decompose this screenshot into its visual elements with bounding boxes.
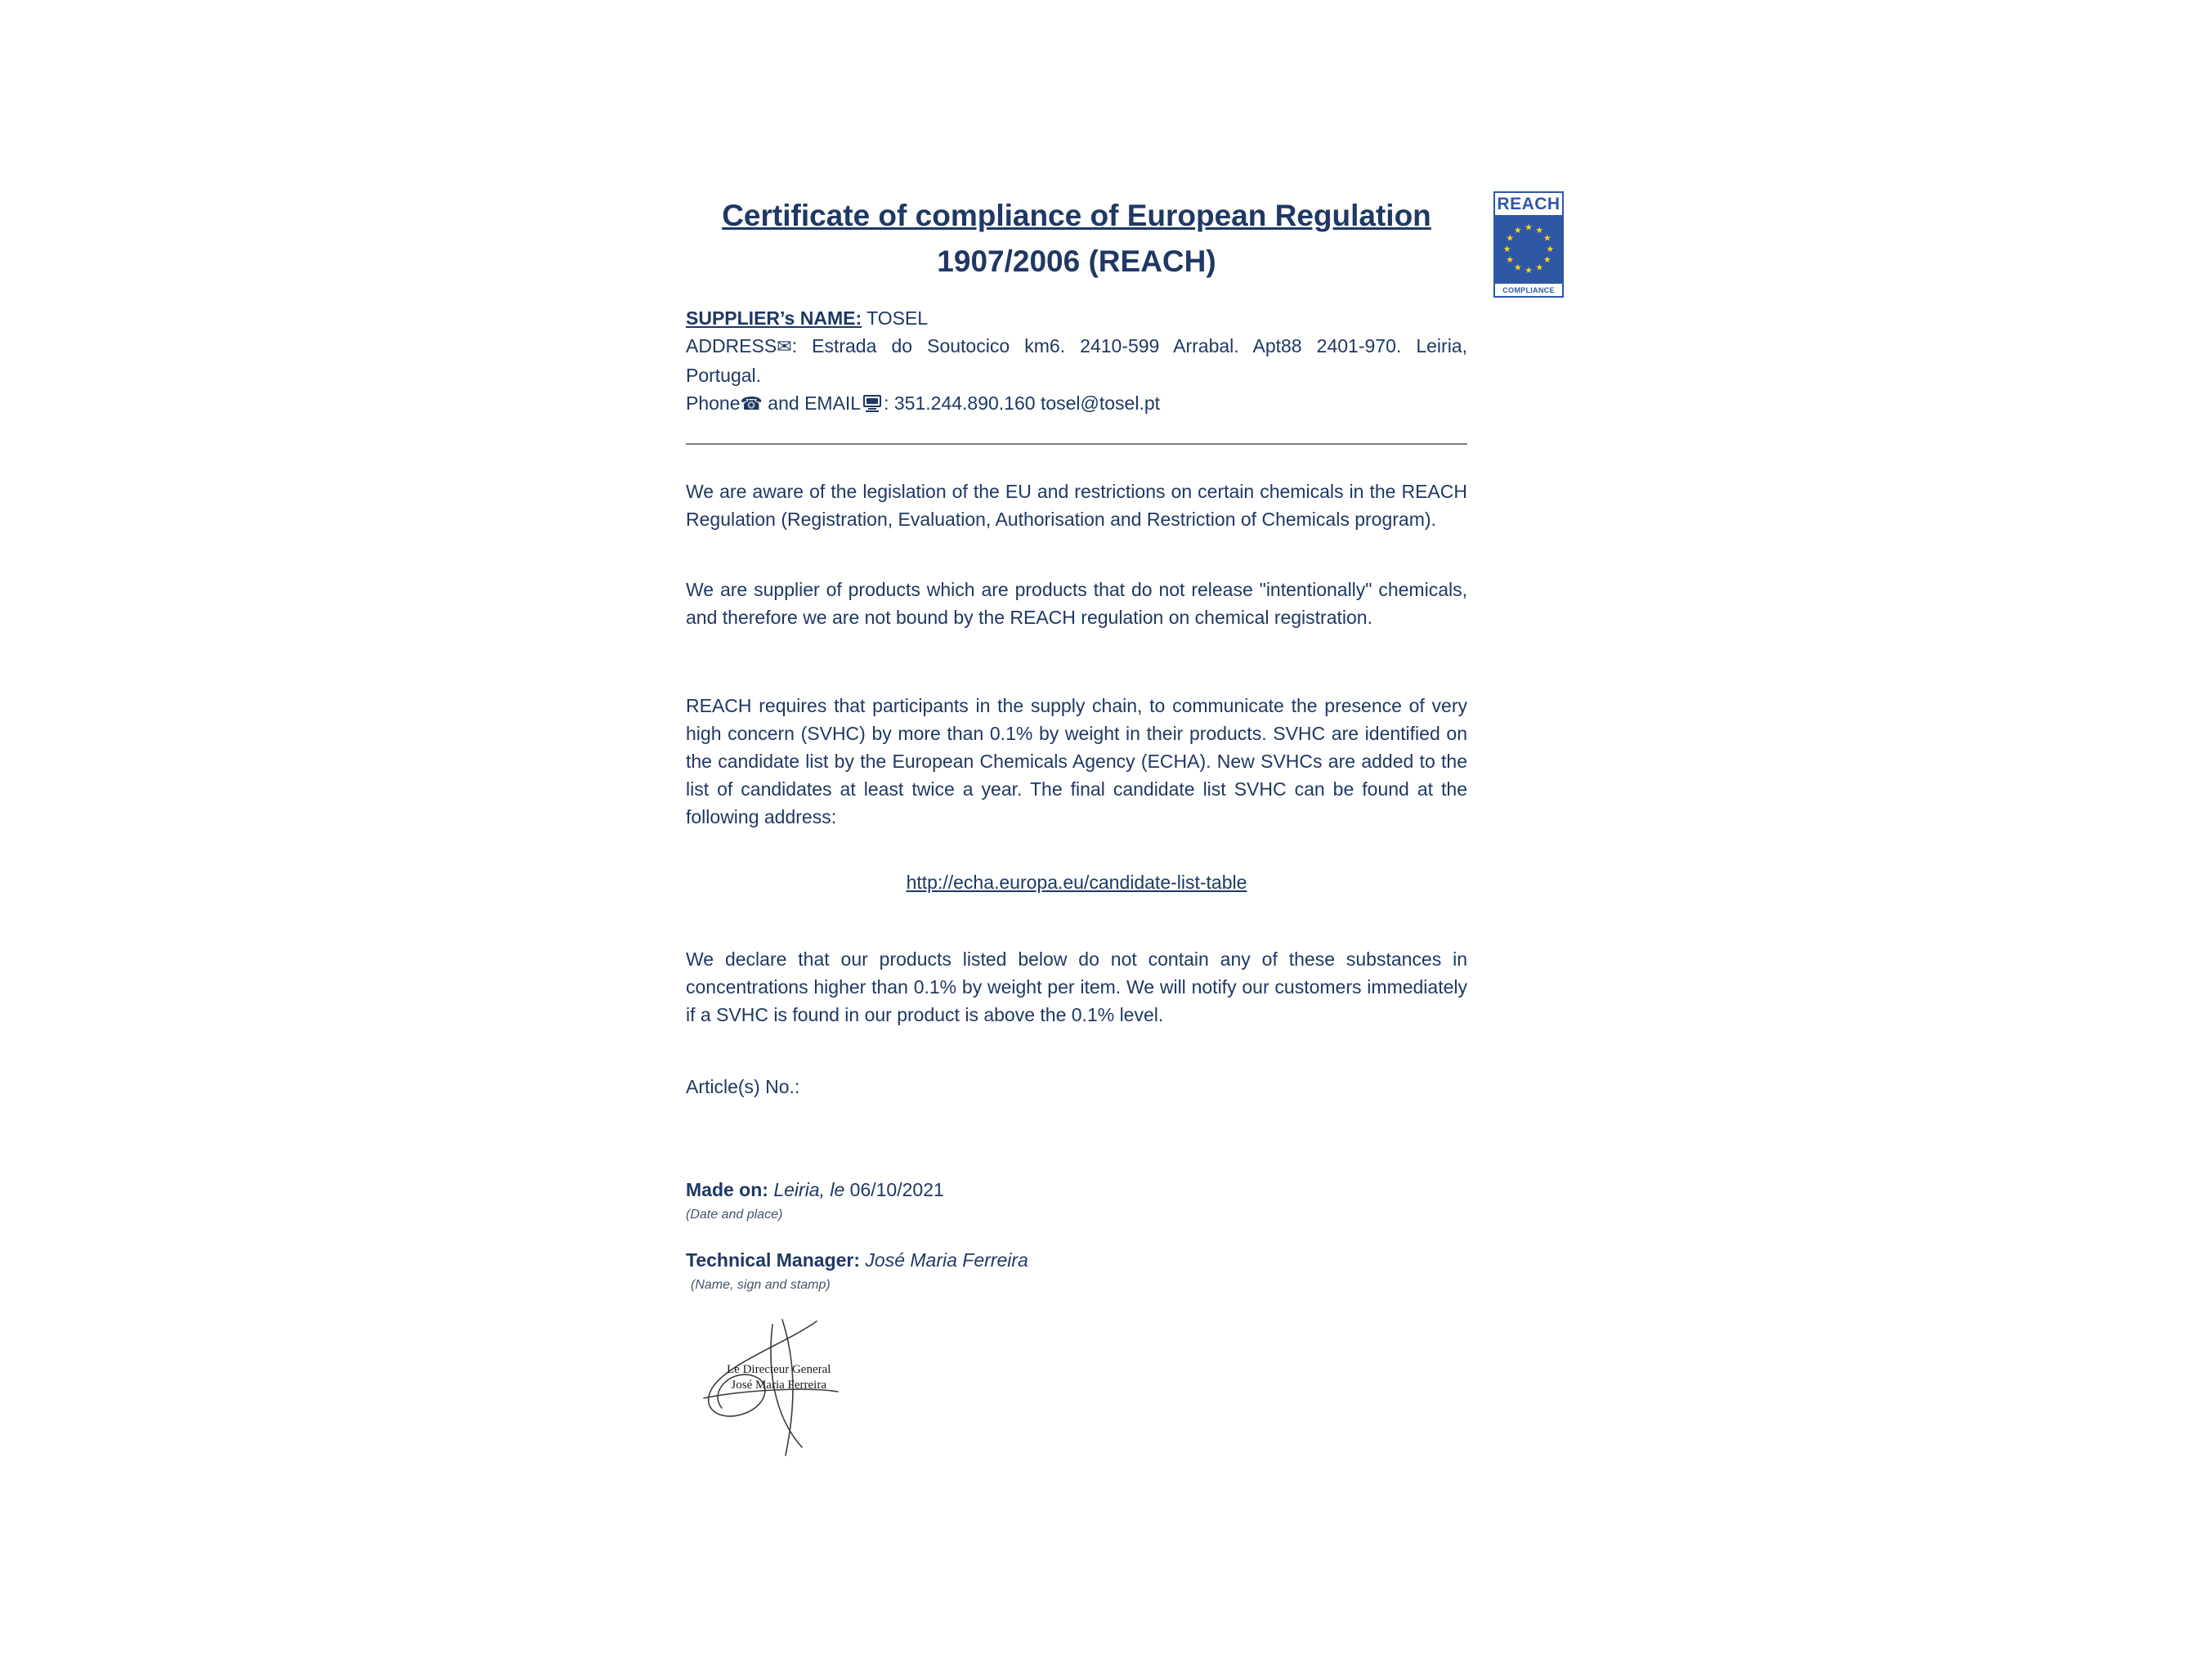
title-line-2: 1907/2006 (REACH) — [937, 244, 1216, 278]
made-on-place: Leiria, le — [768, 1179, 850, 1200]
svg-text:★: ★ — [1525, 222, 1533, 233]
svg-text:★: ★ — [1502, 243, 1511, 254]
made-on-label: Made on: — [686, 1179, 768, 1200]
title-line-1: Certificate of compliance of European Regulation — [722, 199, 1431, 232]
svg-text:★: ★ — [1543, 232, 1552, 244]
articles-number-label: Article(s) No.: — [686, 1076, 800, 1097]
address-value-2: Portugal. — [686, 365, 762, 386]
svg-text:★: ★ — [1506, 232, 1514, 244]
document-body — [686, 193, 1467, 1459]
reach-compliance-logo — [1493, 191, 1564, 298]
signature-area — [694, 1316, 915, 1459]
paragraph-declaration: We declare that our products listed below do not contain any of these substances in concentrations higher than 0.1% by weight per item. We will notify our customers immediately if a SVHC is found in our product is above the 0.1% level. — [686, 948, 1467, 1025]
document-title — [686, 193, 1467, 285]
date-place-note: (Date and place) — [686, 1208, 783, 1222]
paragraph-awareness: We are aware of the legislation of the EU and restrictions on certain chemicals in the REACH Regulation (Registration, Evaluation, Authorisation and Restriction of Chemicals program). — [686, 481, 1467, 530]
address-label: ADDRESS — [686, 335, 777, 356]
svg-text:★: ★ — [1514, 262, 1522, 273]
made-on-date: 06/10/2021 — [849, 1179, 944, 1200]
technical-manager-line — [686, 1246, 1467, 1274]
supplier-name-label: SUPPLIER’s NAME: — [686, 307, 862, 329]
technical-manager-name: José Maria Ferreira — [860, 1249, 1028, 1271]
svg-text:★: ★ — [1543, 254, 1552, 266]
svg-text:★: ★ — [1514, 225, 1522, 236]
paragraph-svhc-requirements: REACH requires that participants in the supply chain, to communicate the presence of very high concern (SVHC) by more than 0.1% by weight in their products. SVHC are identified on the candidate list by the European Chemicals Agency (ECHA). New SVHCs are added to the list of candidates at least twice a year. The final candidate list SVHC can be found at the following address: — [686, 695, 1467, 827]
signature-line-2: José Maria Ferreira — [731, 1379, 827, 1392]
made-on-line — [686, 1176, 1467, 1204]
reach-logo-compliance-label: COMPLIANCE — [1495, 282, 1562, 296]
contact-value: : 351.244.890.160 tosel@tosel.pt — [884, 392, 1161, 414]
paragraph-supplier-statement: We are supplier of products which are products that do not release "intentionally" chemicals, and therefore we are not bound by the REACH regulation on chemical registration. — [686, 579, 1467, 628]
supplier-name-value: TOSEL — [862, 307, 929, 329]
phone-icon: ☎ — [740, 394, 763, 415]
supplier-contact-line — [686, 389, 1467, 419]
name-sign-note: (Name, sign and stamp) — [691, 1278, 831, 1292]
svg-text:★: ★ — [1546, 243, 1555, 254]
and-email-label: and EMAIL — [762, 392, 862, 414]
reach-logo-title: REACH — [1495, 193, 1562, 215]
envelope-icon: ✉ — [777, 337, 792, 357]
candidate-list-link-row — [686, 868, 1467, 896]
svg-text:★: ★ — [1506, 254, 1514, 266]
address-value: : Estrada do Soutocico km6. 2410-599 Arrabal. Apt88 2401-970. Leiria, — [791, 335, 1467, 356]
supplier-name-line — [686, 304, 1467, 332]
supplier-address-line — [686, 332, 1467, 361]
signature-line-1: Le Directeur General — [727, 1363, 831, 1376]
supplier-info — [686, 304, 1467, 419]
signature-stamp-text — [727, 1362, 831, 1393]
eu-stars-icon — [1495, 215, 1562, 282]
supplier-address-line-2 — [686, 361, 1467, 389]
svg-text:★: ★ — [1535, 262, 1543, 273]
svg-text:★: ★ — [1535, 225, 1543, 236]
computer-icon — [862, 394, 882, 412]
svg-text:★: ★ — [1525, 265, 1533, 276]
phone-label: Phone — [686, 392, 741, 414]
horizontal-divider — [686, 443, 1467, 445]
candidate-list-link[interactable]: http://echa.europa.eu/candidate-list-table — [906, 872, 1247, 893]
technical-manager-label: Technical Manager: — [686, 1249, 861, 1271]
